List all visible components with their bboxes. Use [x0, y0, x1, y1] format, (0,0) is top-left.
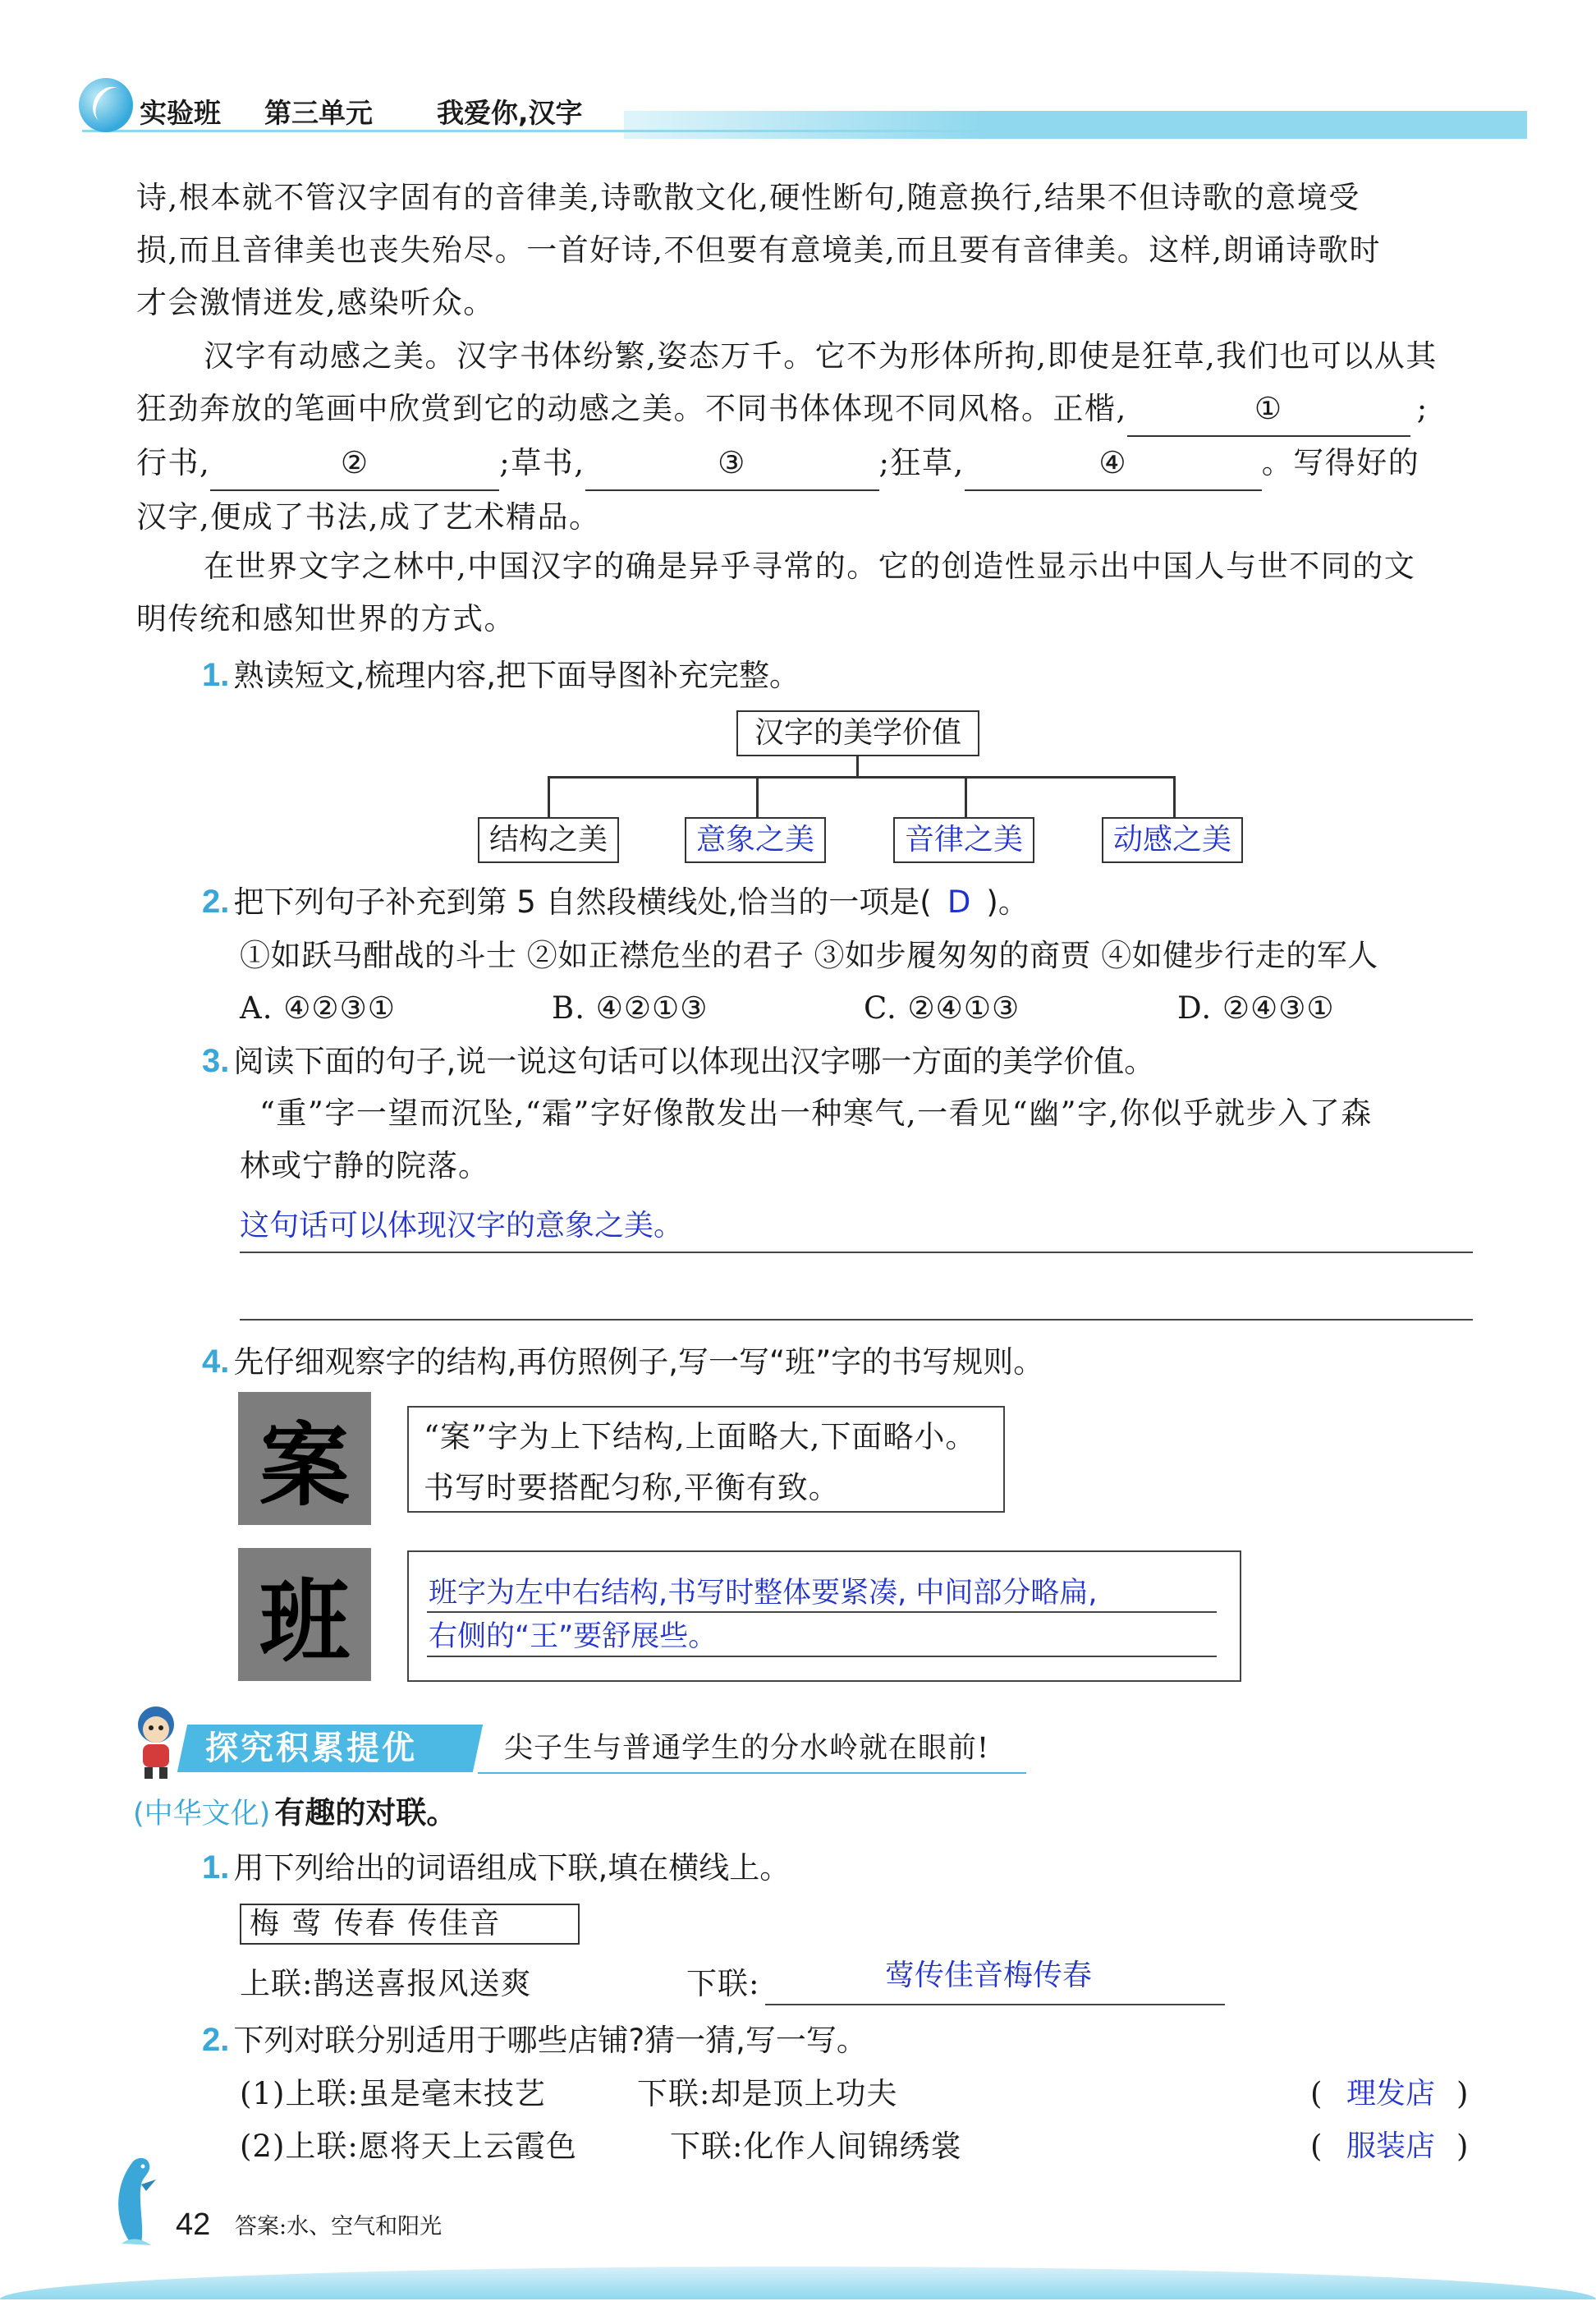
- answer-line: [765, 2004, 1225, 2005]
- paren-close: ): [1456, 2076, 1470, 2111]
- task-char-tile: [238, 1548, 371, 1681]
- mindmap-connector: [756, 776, 759, 817]
- passage-line: 在世界文字之林中,中国汉字的确是异乎寻常的。它的创造性显示出中国人与世不同的文: [204, 549, 1416, 584]
- example-text: “案”字为上下结构,上面略大,下面略小。: [424, 1419, 977, 1454]
- section-topic: [133, 1789, 456, 1844]
- couplet-upper: (2)上联:愿将天上云霞色: [240, 2129, 577, 2164]
- couplet-question-2: [202, 2015, 867, 2071]
- dolphin-icon: [105, 2152, 164, 2250]
- question-number: 2.: [202, 884, 230, 920]
- passage-text: 狂劲奔放的笔画中欣赏到它的动感之美。不同书体体现不同风格。正楷,: [136, 391, 1127, 426]
- word-bank: 梅 莺 传春 传佳音: [240, 1904, 580, 1945]
- passage-paragraph-3: [136, 540, 1474, 645]
- leaf-logo-icon: [79, 78, 133, 132]
- question-text: 先仔细观察字的结构,再仿照例子,写一写“班”字的书写规则。: [233, 1344, 1044, 1380]
- question-3: [202, 1036, 1154, 1092]
- passage-paragraph-2: [136, 330, 1474, 544]
- question-text: )。: [986, 884, 1029, 920]
- lower-couplet-label: 下联:: [686, 1966, 760, 2001]
- mindmap-connector: [965, 776, 967, 817]
- upper-couplet: 上联:鹊送喜报风送爽: [240, 1966, 532, 2001]
- passage-line: 才会激情迸发,感染听众。: [136, 285, 495, 320]
- mindmap-root: 汉字的美学价值: [736, 710, 979, 756]
- footer-wave: [0, 2267, 1596, 2299]
- section-title: 探究积累提优: [205, 1729, 417, 1767]
- couplet-upper: (1)上联:虽是毫末技艺: [240, 2076, 546, 2111]
- header-unit: 第三单元: [264, 97, 373, 129]
- mindmap-branch-answer[interactable]: 音律之美: [893, 817, 1034, 863]
- mindmap-branch-answer[interactable]: 意象之美: [685, 817, 826, 863]
- answer-text[interactable]: 理发店: [1346, 2077, 1436, 2111]
- choice-c[interactable]: C. ②④①③: [864, 990, 1020, 1026]
- sentence-options: ①如跃马酣战的斗士 ②如正襟危坐的君子 ③如步履匆匆的商贾 ④如健步行走的军人: [240, 938, 1378, 973]
- mindmap-branch: 结构之美: [478, 817, 619, 863]
- question-1: [202, 650, 800, 706]
- question-text: 把下列句子补充到第 5 自然段横线处,恰当的一项是(: [233, 884, 932, 920]
- passage-line: [136, 383, 1474, 437]
- mindmap-connector: [856, 756, 859, 777]
- mindmap-connector: [1173, 776, 1176, 817]
- example-char: 案: [259, 1412, 350, 1518]
- question-number: 3.: [202, 1043, 230, 1079]
- couplet-lower: 下联:化作人间锦绣裳: [670, 2129, 962, 2164]
- paren-open: (: [1310, 2129, 1323, 2164]
- footer-note: 答案:水、空气和阳光: [235, 2214, 443, 2239]
- question-4: [202, 1337, 1043, 1393]
- passage-text: ;草书,: [499, 445, 585, 480]
- passage-line: 汉字有动感之美。汉字书体纷繁,姿态万千。它不为形体所拘,即使是狂草,我们也可以从其: [204, 338, 1438, 374]
- header-unit-title: 我爱你,汉字: [437, 97, 583, 129]
- question-number: 4.: [202, 1344, 230, 1380]
- header-brand: 实验班: [140, 97, 221, 129]
- choice-b[interactable]: B. ④②①③: [552, 990, 709, 1026]
- header-band: [624, 111, 1527, 139]
- mindmap-connector: [548, 776, 550, 817]
- answer-line: [240, 1252, 1473, 1253]
- passage-line: 损,而且音律美也丧失殆尽。一首好诗,不但要有意境美,而且要有音律美。这样,朗诵诗歌时: [136, 232, 1382, 268]
- choice-a[interactable]: A. ④②③①: [240, 990, 396, 1026]
- passage-paragraph-1: [136, 172, 1474, 329]
- paren-open: (: [1310, 2076, 1323, 2111]
- task-char: 班: [259, 1569, 350, 1674]
- passage-line: 诗,根本就不管汉字固有的音律美,诗歌散文化,硬性断句,随意换行,结果不但诗歌的意境受: [136, 180, 1360, 215]
- passage-text: ;狂草,: [878, 445, 965, 480]
- question-number: 1.: [202, 657, 230, 693]
- answer-line: [427, 1611, 1217, 1613]
- section-subtitle: 尖子生与普通学生的分水岭就在眼前!: [504, 1732, 990, 1765]
- blank-3[interactable]: ③: [585, 437, 879, 491]
- example-char-tile: [238, 1392, 371, 1525]
- mindmap-connector: [548, 776, 1175, 779]
- passage-text: 。写得好的: [1261, 445, 1420, 480]
- page-number: 42: [176, 2207, 211, 2242]
- section-rule: [478, 1772, 1026, 1774]
- passage-line: [136, 437, 1474, 491]
- answer-text[interactable]: 右侧的“王”要舒展些。: [429, 1620, 718, 1653]
- question-text: 用下列给出的词语组成下联,填在横线上。: [233, 1850, 791, 1886]
- blank-2[interactable]: ②: [210, 437, 499, 491]
- example-text: 书写时要搭配匀称,平衡有致。: [424, 1470, 840, 1505]
- answer-line: [427, 1656, 1217, 1657]
- question-number: 2.: [202, 2022, 230, 2058]
- couplet-lower: 下联:却是顶上功夫: [637, 2076, 898, 2111]
- topic-text: 有趣的对联。: [274, 1795, 457, 1830]
- choice-d[interactable]: D. ②④③①: [1177, 990, 1335, 1026]
- quote-line: “重”字一望而沉坠,“霜”字好像散发出一种寒气,一看见“幽”字,你似乎就步入了森: [259, 1095, 1373, 1131]
- answer-choice[interactable]: D: [947, 884, 971, 920]
- question-text: 熟读短文,梳理内容,把下面导图补充完整。: [233, 658, 800, 693]
- passage-line: 明传统和感知世界的方式。: [136, 601, 516, 636]
- answer-text[interactable]: 班字为左中右结构,书写时整体要紧凑, 中间部分略扁,: [429, 1577, 1098, 1610]
- quote-line: 林或宁静的院落。: [240, 1148, 489, 1183]
- question-2: [202, 877, 1029, 933]
- passage-text: ;: [1416, 391, 1429, 426]
- question-text: 阅读下面的句子,说一说这句话可以体现出汉字哪一方面的美学价值。: [233, 1044, 1155, 1079]
- category-tag: (中华文化): [133, 1798, 271, 1830]
- passage-line: 汉字,便成了书法,成了艺术精品。: [136, 499, 601, 535]
- passage-text: 行书,: [136, 445, 211, 480]
- mindmap-branch-answer[interactable]: 动感之美: [1102, 817, 1243, 863]
- couplet-question-1: [202, 1843, 790, 1899]
- blank-1[interactable]: ①: [1127, 383, 1410, 437]
- answer-text[interactable]: 服装店: [1346, 2129, 1436, 2163]
- answer-line: [240, 1319, 1473, 1321]
- paren-close: ): [1456, 2129, 1470, 2164]
- answer-text[interactable]: 这句话可以体现汉字的意象之美。: [240, 1209, 684, 1242]
- question-number: 1.: [202, 1849, 230, 1886]
- question-text: 下列对联分别适用于哪些店铺?猜一猜,写一写。: [233, 2023, 867, 2058]
- answer-text[interactable]: 莺传佳音梅传春: [885, 1959, 1093, 1992]
- blank-4[interactable]: ④: [965, 437, 1262, 491]
